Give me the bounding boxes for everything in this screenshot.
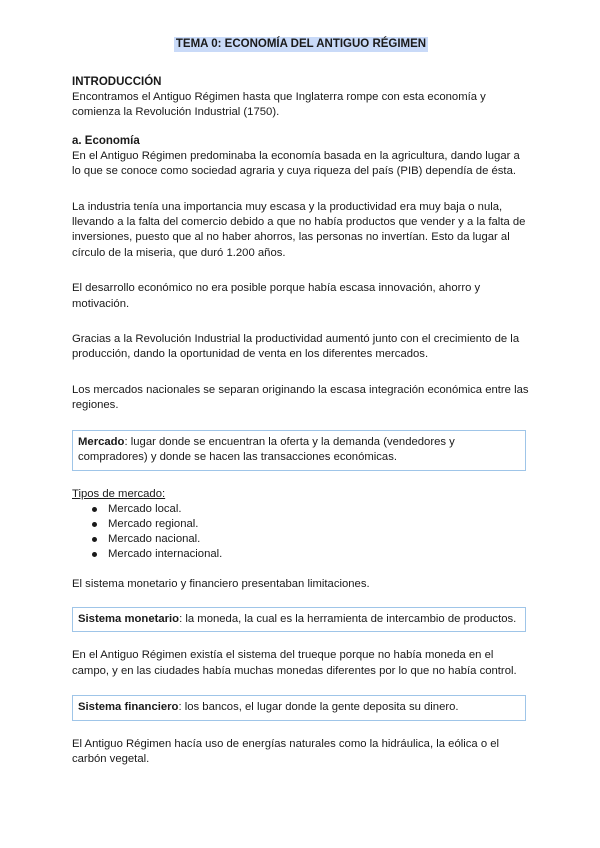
tipos-mercado-heading: Tipos de mercado: xyxy=(72,487,166,500)
economia-paragraph-2: La industria tenía una importancia muy escasa y la productividad era muy baja o nula, llevando a la falta del comercio debido a que no había productos que vender y a la falta de inversiones, puesto que al no haber ahorros, las personas no invertían. Esto da lugar al círculo de la miseria, que duró 1.200 años. xyxy=(72,200,526,259)
mercado-term: Mercado xyxy=(78,435,125,448)
financiero-definition-box xyxy=(72,695,526,720)
monetario-term: Sistema monetario xyxy=(78,612,180,625)
list-item: Mercado local. xyxy=(108,502,530,517)
financiero-term: Sistema financiero xyxy=(78,701,179,714)
list-item: Mercado nacional. xyxy=(108,532,530,547)
tipos-mercado-list xyxy=(72,502,530,562)
list-item: Mercado internacional. xyxy=(108,547,530,562)
intro-heading: INTRODUCCIÓN xyxy=(72,76,162,88)
economia-paragraph-1: En el Antiguo Régimen predominaba la economía basada en la agricultura, dando lugar a lo que se conoce como sociedad agraria y cuya riqueza del país (PIB) dependía de ésta. xyxy=(72,149,520,178)
economia-paragraph-5: Los mercados nacionales se separan originando la escasa integración económica entre las regiones. xyxy=(72,383,529,412)
bullet-icon xyxy=(92,507,97,512)
intro-paragraph: Encontramos el Antiguo Régimen hasta que Inglaterra rompe con esta economía y comienza la Revolución Industrial (1750). xyxy=(72,91,486,119)
financiero-definition: : los bancos, el lugar donde la gente deposita su dinero. xyxy=(178,701,459,714)
bullet-icon xyxy=(92,537,97,542)
monetario-definition: : la moneda, la cual es la herramienta de intercambio de productos. xyxy=(179,612,517,625)
economia-heading: a. Economía xyxy=(72,134,140,147)
economia-paragraph-4: Gracias a la Revolución Industrial la productividad aumentó junto con el crecimiento de la producción, dando la oportunidad de venta en los diferentes mercados. xyxy=(72,333,520,361)
trueque-paragraph: En el Antiguo Régimen existía el sistema del trueque porque no había moneda en el campo, y en las ciudades había muchas monedas diferentes por lo que no había control. xyxy=(72,649,517,677)
monetario-definition-box xyxy=(72,607,526,632)
bullet-icon xyxy=(92,522,97,527)
title-wrapper xyxy=(72,34,530,52)
list-item: Mercado regional. xyxy=(108,517,530,532)
document-title: TEMA 0: ECONOMÍA DEL ANTIGUO RÉGIMEN xyxy=(175,38,427,50)
bullet-icon xyxy=(92,552,97,557)
sistema-paragraph: El sistema monetario y financiero presentaban limitaciones. xyxy=(72,577,370,590)
energias-paragraph: El Antiguo Régimen hacía uso de energías naturales como la hidráulica, la eólica o el carbón vegetal. xyxy=(72,737,500,765)
economia-paragraph-3: El desarrollo económico no era posible porque había escasa innovación, ahorro y motivación. xyxy=(72,282,481,310)
mercado-definition-box xyxy=(72,430,526,471)
mercado-definition: : lugar donde se encuentran la oferta y la demanda (vendedores y compradores) y donde se hacen las transacciones económicas. xyxy=(78,435,455,464)
document-page xyxy=(72,30,530,767)
